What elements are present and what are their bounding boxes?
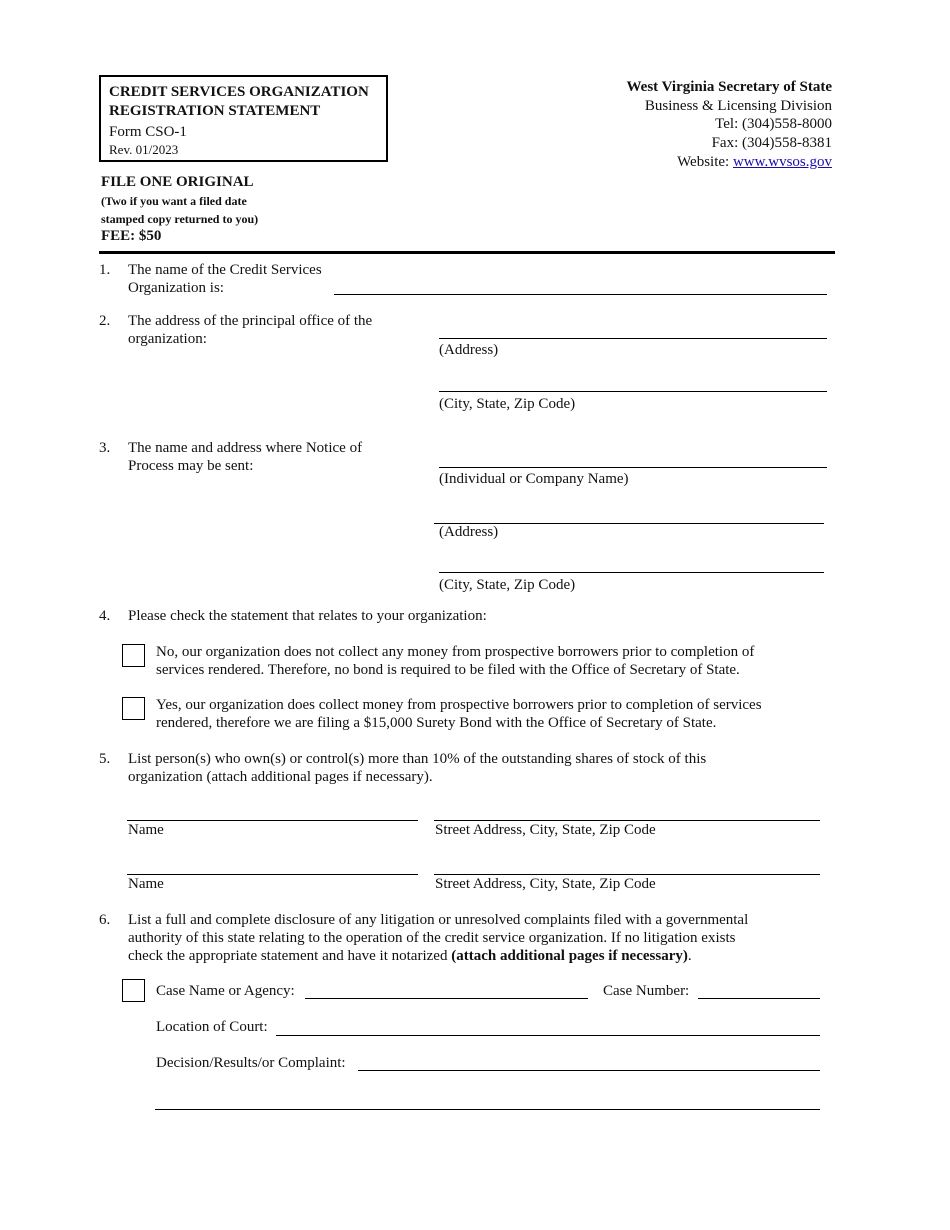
case-number-field[interactable] (698, 998, 820, 999)
location-of-court-field[interactable] (276, 1035, 820, 1036)
decision-label: Decision/Results/or Complaint: (156, 1055, 346, 1071)
notice-city-label: (City, State, Zip Code) (439, 577, 576, 593)
money-collected-bond-checkbox[interactable] (122, 697, 145, 720)
file-one-original: FILE ONE ORIGINAL (101, 174, 254, 190)
q3-text-line1: The name and address where Notice of (128, 440, 363, 456)
case-name-field[interactable] (305, 998, 588, 999)
q6-line3-end: . (687, 948, 692, 964)
notice-city-state-zip-field[interactable] (439, 572, 824, 573)
principal-city-state-zip-field[interactable] (439, 391, 827, 392)
form-revision: Rev. 01/2023 (109, 142, 179, 157)
principal-address-field[interactable] (439, 338, 827, 339)
q2-text-line2: organization: (128, 331, 207, 347)
q5-number: 5. (99, 751, 111, 767)
case-name-label: Case Name or Agency: (156, 983, 295, 999)
form-number: Form CSO-1 (109, 124, 187, 140)
website-link[interactable]: www.wvsos.gov (732, 154, 832, 170)
two-copies-note-line2: stamped copy returned to you) (101, 212, 259, 226)
q5-text-line1: List person(s) who own(s) or control(s) more than 10% of the outstanding shares of stock of this (128, 751, 707, 767)
owner-1-name-label: Name (128, 822, 164, 838)
q6-text-line3 (128, 947, 692, 965)
q1-number: 1. (99, 262, 111, 278)
location-of-court-label: Location of Court: (156, 1019, 268, 1035)
q6-line3-plain: check the appropriate statement and have it notarized (128, 948, 452, 964)
fee-label: FEE: $50 (101, 228, 162, 244)
notice-address-label: (Address) (439, 524, 499, 540)
litigation-checkbox[interactable] (122, 979, 145, 1002)
agency-tel: Tel: (304)558-8000 (715, 116, 832, 132)
q2-text-line1: The address of the principal office of the (128, 313, 373, 329)
form-title-box (99, 75, 388, 162)
q6-text-line2: authority of this state relating to the operation of the credit service organization. If no litigation exists (128, 930, 736, 946)
option-no-line2: services rendered. Therefore, no bond is required to be filed with the Office of Secretary of State. (156, 662, 740, 678)
q3-text-line2: Process may be sent: (128, 458, 254, 474)
q6-attach-note: (attach additional pages if necessary) (451, 948, 688, 964)
q1-text-line2: Organization is: (128, 280, 224, 296)
owner-2-name-field[interactable] (127, 874, 418, 875)
q6-number: 6. (99, 912, 111, 928)
notice-name-field[interactable] (439, 467, 827, 468)
q2-number: 2. (99, 313, 111, 329)
q4-number: 4. (99, 608, 111, 624)
principal-address-label: (Address) (439, 342, 499, 358)
option-yes-line1: Yes, our organization does collect money from prospective borrowers prior to completion of services (156, 697, 762, 713)
q1-text-line1: The name of the Credit Services (128, 262, 322, 278)
principal-city-label: (City, State, Zip Code) (439, 396, 576, 412)
notice-name-label: (Individual or Company Name) (439, 471, 629, 487)
option-no-line1: No, our organization does not collect any money from prospective borrowers prior to completion of (156, 644, 755, 660)
decision-field-continued[interactable] (155, 1109, 820, 1110)
two-copies-note-line1: (Two if you want a filed date (101, 194, 247, 208)
website-label: Website: (677, 154, 733, 170)
no-money-collected-checkbox[interactable] (122, 644, 145, 667)
q3-number: 3. (99, 440, 111, 456)
owner-1-address-label: Street Address, City, State, Zip Code (435, 822, 656, 838)
organization-name-field[interactable] (334, 294, 827, 295)
agency-name: West Virginia Secretary of State (626, 79, 832, 95)
owner-2-name-label: Name (128, 876, 164, 892)
case-number-label: Case Number: (603, 983, 690, 999)
option-yes-line2: rendered, therefore we are filing a $15,000 Surety Bond with the Office of Secretary of State. (156, 715, 717, 731)
decision-field[interactable] (358, 1070, 820, 1071)
agency-division: Business & Licensing Division (644, 98, 832, 114)
q4-text: Please check the statement that relates to your organization: (128, 608, 487, 624)
owner-1-name-field[interactable] (127, 820, 418, 821)
header-divider (99, 251, 835, 254)
form-title-line1: CREDIT SERVICES ORGANIZATION (109, 84, 369, 100)
agency-fax: Fax: (304)558-8381 (711, 135, 832, 151)
q6-text-line1: List a full and complete disclosure of any litigation or unresolved complaints filed with a governmental (128, 912, 749, 928)
q5-text-line2: organization (attach additional pages if necessary). (128, 769, 433, 785)
agency-website (677, 153, 832, 171)
form-title-line2: REGISTRATION STATEMENT (109, 103, 321, 119)
owner-2-address-label: Street Address, City, State, Zip Code (435, 876, 656, 892)
